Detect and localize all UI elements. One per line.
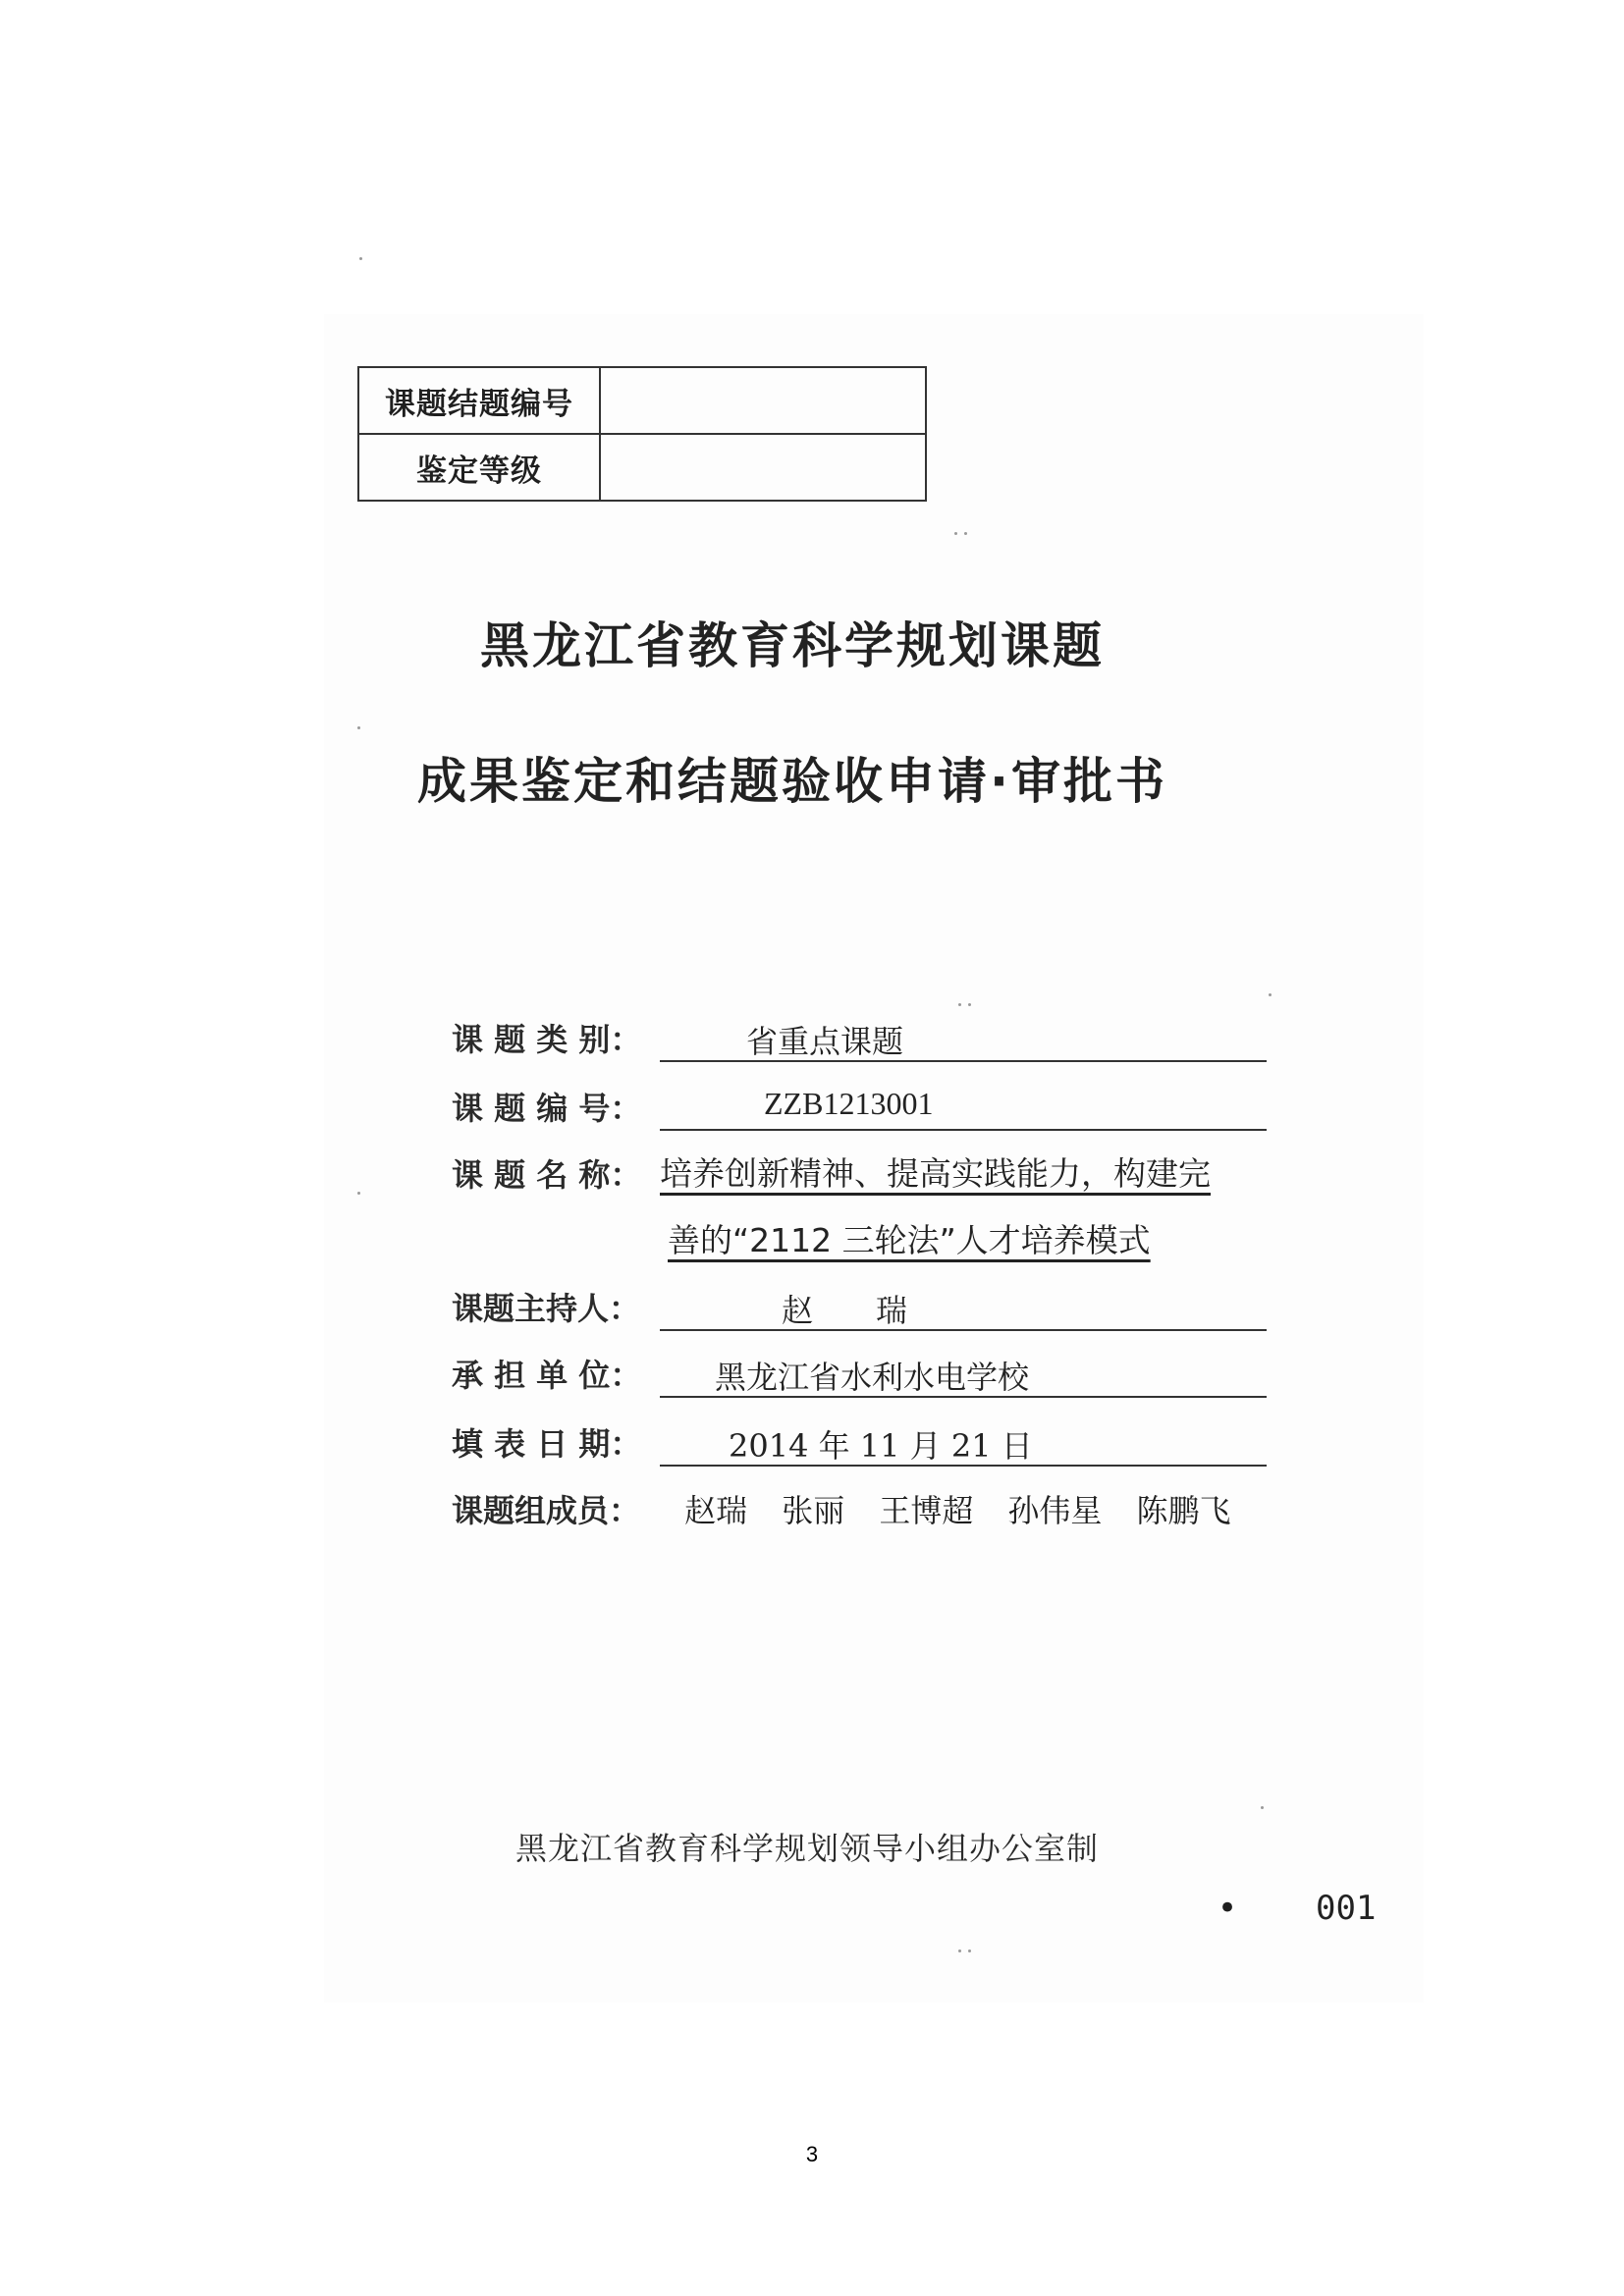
member-name: 孙伟星 [1007, 1492, 1103, 1529]
field-host [452, 1284, 1267, 1335]
host-value: 赵 瑞 [782, 1292, 908, 1329]
scan-speck [958, 1949, 961, 1952]
name-value-line1: 培养创新精神、提高实践能力，构建完 [660, 1154, 1211, 1193]
record-box [357, 366, 927, 502]
number-value: ZZB1213001 [764, 1086, 934, 1121]
document-title-line1: 黑龙江省教育科学规划课题 [480, 617, 1105, 674]
underline [660, 1129, 1267, 1131]
scan-speck [968, 1949, 971, 1952]
record-row [358, 434, 926, 501]
members-label: 课题组成员： [452, 1492, 641, 1529]
page-number: 3 [805, 2142, 819, 2166]
field-members [452, 1486, 1261, 1531]
member-name: 赵瑞 [684, 1492, 748, 1529]
member-name: 张丽 [782, 1492, 845, 1529]
appraisal-grade-value [600, 434, 926, 501]
field-category [452, 1015, 1267, 1066]
record-row [358, 367, 926, 434]
unit-value: 黑龙江省水利水电学校 [715, 1359, 1030, 1396]
serial-number: 001 [1316, 1889, 1377, 1928]
document-title-line2: 成果鉴定和结题验收申请·审批书 [417, 753, 1167, 810]
unit-label: 承 担 单 位： [452, 1357, 642, 1394]
category-label: 课 题 类 别： [452, 1021, 642, 1058]
name-label: 课 题 名 称： [452, 1156, 642, 1194]
scan-speck [968, 1003, 971, 1006]
completion-number-value [600, 367, 926, 434]
category-value: 省重点课题 [746, 1023, 904, 1060]
field-unit [452, 1351, 1267, 1402]
field-date [452, 1419, 1267, 1470]
scan-speck [359, 257, 362, 260]
underline [660, 1329, 1267, 1331]
scan-speck [1261, 1806, 1264, 1809]
issuing-office: 黑龙江省教育科学规划领导小组办公室制 [514, 1830, 1099, 1867]
member-name: 王博超 [879, 1492, 974, 1529]
field-number [452, 1084, 1267, 1135]
completion-number-label: 课题结题编号 [358, 367, 600, 434]
date-value: 2014 年 11 月 21 日 [729, 1427, 1033, 1465]
member-name: 陈鹏飞 [1136, 1492, 1231, 1529]
scan-speck [954, 532, 957, 535]
scan-speck [1269, 993, 1272, 996]
appraisal-grade-label: 鉴定等级 [358, 434, 600, 501]
date-label: 填 表 日 期： [452, 1425, 642, 1463]
host-label: 课题主持人： [452, 1290, 641, 1327]
scan-speck [958, 1003, 961, 1006]
scan-speck [357, 1192, 360, 1195]
number-label: 课 题 编 号： [452, 1090, 642, 1127]
scan-speck [964, 532, 967, 535]
name-value-line2: 善的“2112 三轮法”人才培养模式 [668, 1221, 1151, 1259]
bullet-mark: • [1218, 1889, 1238, 1928]
scan-speck [357, 726, 360, 729]
